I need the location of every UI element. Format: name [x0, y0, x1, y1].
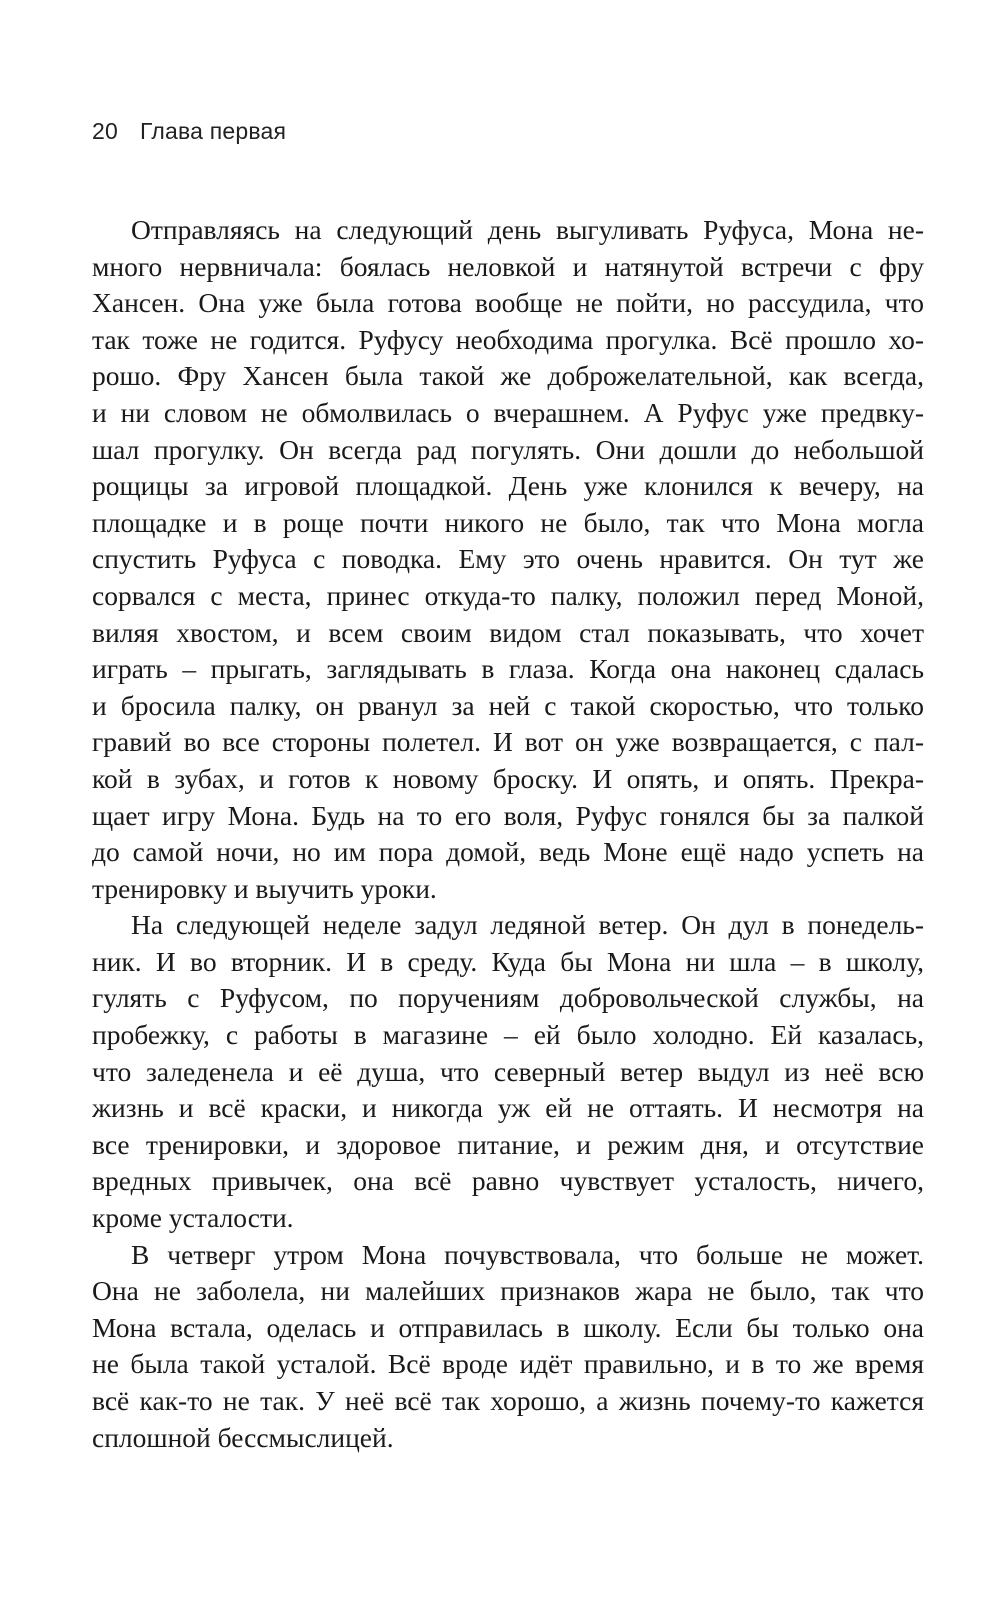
text-line: Она не заболела, ни малейших признаков жара не было, так что	[92, 1275, 924, 1307]
text-line: Мона встала, оделась и отправилась в школу. Если бы только она	[92, 1311, 924, 1343]
text-line: до самой ночи, но им пора домой, ведь Моне ещё надо успеть на	[92, 836, 924, 868]
text-line: кроме усталости.	[92, 1202, 294, 1234]
text-line: и бросила палку, он рванул за ней с такой скоростью, что только	[92, 689, 924, 721]
text-line: гравий во все стороны полетел. И вот он уже возвращается, с пал-	[92, 726, 924, 758]
text-line: Хансен. Она уже была готова вообще не пойти, но рассудила, что	[92, 287, 924, 319]
text-line: гулять с Руфусом, по поручениям добровольческой службы, на	[92, 982, 924, 1014]
text-line: все тренировки, и здоровое питание, и режим дня, и отсутствие	[92, 1128, 924, 1160]
paragraph-2	[92, 907, 924, 1236]
text-line: вредных привычек, она всё равно чувствует усталость, ничего,	[92, 1165, 924, 1197]
text-line: площадке и в роще почти никого не было, так что Мона могла	[92, 506, 924, 538]
text-line: спустить Руфуса с поводка. Ему это очень нравится. Он тут же	[92, 543, 924, 575]
text-line: щает игру Мона. Будь на то его воля, Руфус гонялся бы за палкой	[92, 799, 924, 831]
text-line: сорвался с места, принес откуда-то палку, положил перед Моной,	[92, 579, 924, 611]
body-text	[92, 212, 924, 1456]
text-line: рощицы за игровой площадкой. День уже клонился к вечеру, на	[92, 470, 924, 502]
text-line: рошо. Фру Хансен была такой же доброжелательной, как всегда,	[92, 360, 924, 392]
text-line: На следующей неделе задул ледяной ветер. Он дул в понедель-	[131, 909, 924, 941]
text-line: Отправляясь на следующий день выгуливать Руфуса, Мона не-	[131, 214, 924, 245]
text-line: тренировку и выучить уроки.	[92, 872, 437, 904]
text-line: так тоже не годится. Руфусу необходима прогулка. Всё прошло хо-	[92, 323, 924, 355]
text-line: В четверг утром Мона почувствовала, что больше не может.	[131, 1238, 924, 1270]
paragraph-1	[92, 212, 924, 907]
running-head	[92, 118, 286, 145]
text-line: что заледенела и её душа, что северный ветер выдул из неё всю	[92, 1055, 924, 1087]
text-line: сплошной бессмыслицей.	[92, 1421, 394, 1453]
text-line: много нервничала: боялась неловкой и натянутой встречи с фру	[92, 250, 924, 282]
text-line: ник. И во вторник. И в среду. Куда бы Мона ни шла – в школу,	[92, 945, 924, 977]
text-line: пробежку, с работы в магазине – ей было холодно. Ей казалась,	[92, 1019, 924, 1051]
text-line: и ни словом не обмолвилась о вчерашнем. А Руфус уже предвку-	[92, 396, 924, 428]
text-line: кой в зубах, и готов к новому броску. И опять, и опять. Прекра-	[92, 762, 924, 794]
text-line: жизнь и всё краски, и никогда уж ей не оттаять. И несмотря на	[92, 1092, 924, 1124]
text-line: не была такой усталой. Всё вроде идёт правильно, и в то же время	[92, 1348, 924, 1380]
text-line: играть – прыгать, заглядывать в глаза. Когда она наконец сдалась	[92, 653, 924, 685]
text-line: всё как-то не так. У неё всё так хорошо, а жизнь почему-то кажется	[92, 1385, 924, 1416]
paragraph-3	[92, 1237, 924, 1457]
text-line: шал прогулку. Он всегда рад погулять. Они дошли до небольшой	[92, 433, 924, 465]
page-number: 20	[92, 118, 118, 144]
chapter-title: Глава первая	[139, 118, 287, 144]
text-line: виляя хвостом, и всем своим видом стал показывать, что хочет	[92, 616, 924, 648]
